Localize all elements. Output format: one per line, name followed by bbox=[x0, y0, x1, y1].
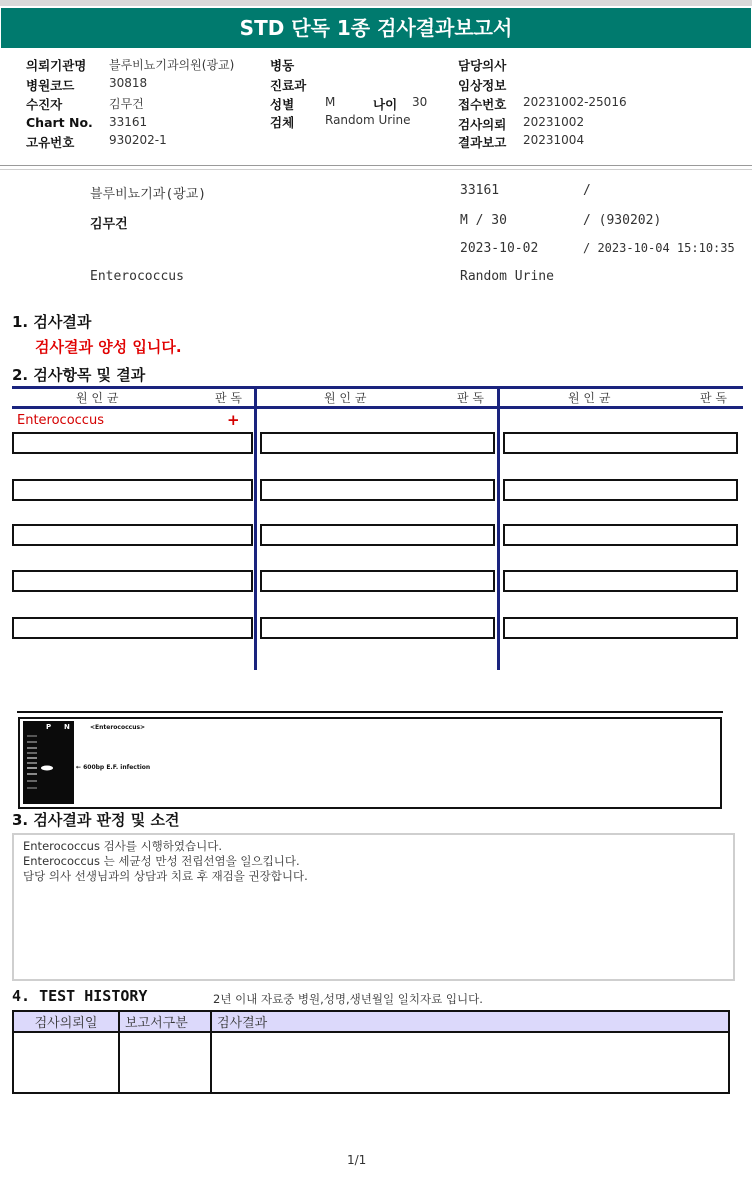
gel-band-note: ← 600bp E.F. infection bbox=[76, 764, 151, 771]
page-number: 1/1 bbox=[347, 1153, 367, 1167]
institution-value: 블루비뇨기과의원(광교) bbox=[109, 58, 235, 72]
history-cell bbox=[13, 1032, 119, 1093]
result-cell-r4-c1 bbox=[12, 570, 253, 592]
result-cell-r3-c1 bbox=[12, 524, 253, 546]
result-cell-r4-c3 bbox=[503, 570, 738, 592]
result-cell-r2-c2 bbox=[260, 479, 495, 501]
sex-label: 성별 bbox=[270, 97, 295, 112]
opinion-box bbox=[12, 833, 735, 981]
result-cell-r3-c3 bbox=[503, 524, 738, 546]
gel-electrophoresis-svg bbox=[23, 721, 74, 804]
dept-label: 진료과 bbox=[270, 78, 307, 93]
col-head-pathogen-1: 원 인 균 bbox=[76, 391, 119, 405]
summary-name: 김무건 bbox=[90, 217, 128, 232]
result-cell-r5-c1 bbox=[12, 617, 253, 639]
section-4-title: 4. TEST HISTORY bbox=[12, 987, 148, 1005]
summary-date-1: 2023-10-02 bbox=[460, 241, 539, 256]
summary-date-2: / 2023-10-04 15:10:35 bbox=[583, 241, 735, 255]
positive-result-text: 검사결과 양성 입니다. bbox=[35, 338, 182, 356]
col-head-pathogen-2: 원 인 균 bbox=[324, 391, 367, 405]
section-2-title: 2. 검사항목 및 결과 bbox=[12, 366, 146, 384]
report-date-value: 20231004 bbox=[523, 133, 585, 147]
gel-electrophoresis-image bbox=[23, 721, 74, 804]
col-request-date: 검사의뢰일 bbox=[13, 1011, 119, 1032]
hospital-code-label: 병원코드 bbox=[26, 78, 75, 93]
gel-lane-n: N bbox=[64, 723, 70, 731]
judgement-positive: + bbox=[227, 411, 240, 429]
result-cell-r2-c1 bbox=[12, 479, 253, 501]
result-cell-r1-c1 bbox=[12, 432, 253, 454]
patient-value: 김무건 bbox=[109, 97, 144, 111]
history-cell bbox=[211, 1032, 729, 1093]
col-head-judgement-2: 판 독 bbox=[457, 391, 484, 405]
result-cell-r4-c2 bbox=[260, 570, 495, 592]
history-cell bbox=[119, 1032, 211, 1093]
test-history-table bbox=[12, 1010, 730, 1094]
result-cell-r2-c3 bbox=[503, 479, 738, 501]
opinion-line: Enterococcus 검사를 시행하였습니다. bbox=[23, 839, 222, 853]
grid-header-rule bbox=[12, 406, 743, 409]
summary-specimen: Random Urine bbox=[460, 269, 554, 284]
institution-label: 의뢰기관명 bbox=[26, 58, 87, 73]
grid-divider-1 bbox=[254, 386, 257, 670]
report-title: STD 단독 1종 검사결과보고서 bbox=[1, 8, 751, 48]
ward-label: 병동 bbox=[270, 58, 295, 73]
result-cell-r5-c2 bbox=[260, 617, 495, 639]
request-date-label: 검사의뢰 bbox=[458, 117, 507, 132]
pathogen-enterococcus: Enterococcus bbox=[17, 413, 104, 428]
col-result: 검사결과 bbox=[211, 1011, 729, 1032]
age-value: 30 bbox=[412, 95, 428, 109]
top-strip bbox=[0, 0, 752, 6]
summary-chart-no: 33161 bbox=[460, 183, 500, 198]
clinical-label: 임상정보 bbox=[458, 78, 507, 93]
receipt-no-value: 20231002-25016 bbox=[523, 95, 627, 109]
report-date-label: 결과보고 bbox=[458, 135, 507, 150]
result-cell-r5-c3 bbox=[503, 617, 738, 639]
summary-test-name: Enterococcus bbox=[90, 269, 184, 284]
result-cell-r3-c2 bbox=[260, 524, 495, 546]
opinion-line: Enterococcus 는 세균성 만성 전립선염을 일으킵니다. bbox=[23, 854, 300, 868]
specimen-label: 검체 bbox=[270, 115, 295, 130]
summary-separator: / bbox=[583, 183, 591, 198]
summary-birth: / (930202) bbox=[583, 213, 662, 228]
section-3-title: 3. 검사결과 판정 및 소견 bbox=[12, 811, 180, 829]
history-note: 2년 이내 자료중 병원,성명,생년월일 일치자료 입니다. bbox=[213, 992, 483, 1006]
gel-title: <Enterococcus> bbox=[90, 724, 146, 731]
summary-sex-age: M / 30 bbox=[460, 213, 507, 228]
receipt-no-label: 접수번호 bbox=[458, 97, 507, 112]
col-head-judgement-1: 판 독 bbox=[215, 391, 242, 405]
gel-divider bbox=[17, 711, 723, 713]
summary-clinic: 블루비뇨기과(광교) bbox=[90, 187, 207, 202]
grid-divider-2 bbox=[497, 386, 500, 670]
chart-no-value: 33161 bbox=[109, 115, 148, 129]
section-1-title: 1. 검사결과 bbox=[12, 313, 92, 331]
col-head-judgement-3: 판 독 bbox=[700, 391, 727, 405]
chart-no-label: Chart No. bbox=[26, 115, 93, 130]
gel-lane-p: P bbox=[46, 723, 52, 731]
sex-value: M bbox=[325, 95, 336, 109]
opinion-line: 담당 의사 선생님과의 상담과 치료 후 재검을 권장합니다. bbox=[23, 869, 308, 883]
result-cell-r1-c2 bbox=[260, 432, 495, 454]
header-divider-2 bbox=[0, 169, 752, 170]
header-divider bbox=[0, 165, 752, 166]
grid-top-rule bbox=[12, 386, 743, 389]
result-cell-r1-c3 bbox=[503, 432, 738, 454]
age-label: 나이 bbox=[373, 97, 398, 112]
specimen-value: Random Urine bbox=[325, 113, 411, 127]
col-report-type: 보고서구분 bbox=[119, 1011, 211, 1032]
unique-no-value: 930202-1 bbox=[109, 133, 167, 147]
doctor-label: 담당의사 bbox=[458, 58, 507, 73]
request-date-value: 20231002 bbox=[523, 115, 585, 129]
patient-label: 수진자 bbox=[26, 97, 63, 112]
col-head-pathogen-3: 원 인 균 bbox=[568, 391, 611, 405]
unique-no-label: 고유번호 bbox=[26, 135, 75, 150]
hospital-code-value: 30818 bbox=[109, 76, 148, 90]
